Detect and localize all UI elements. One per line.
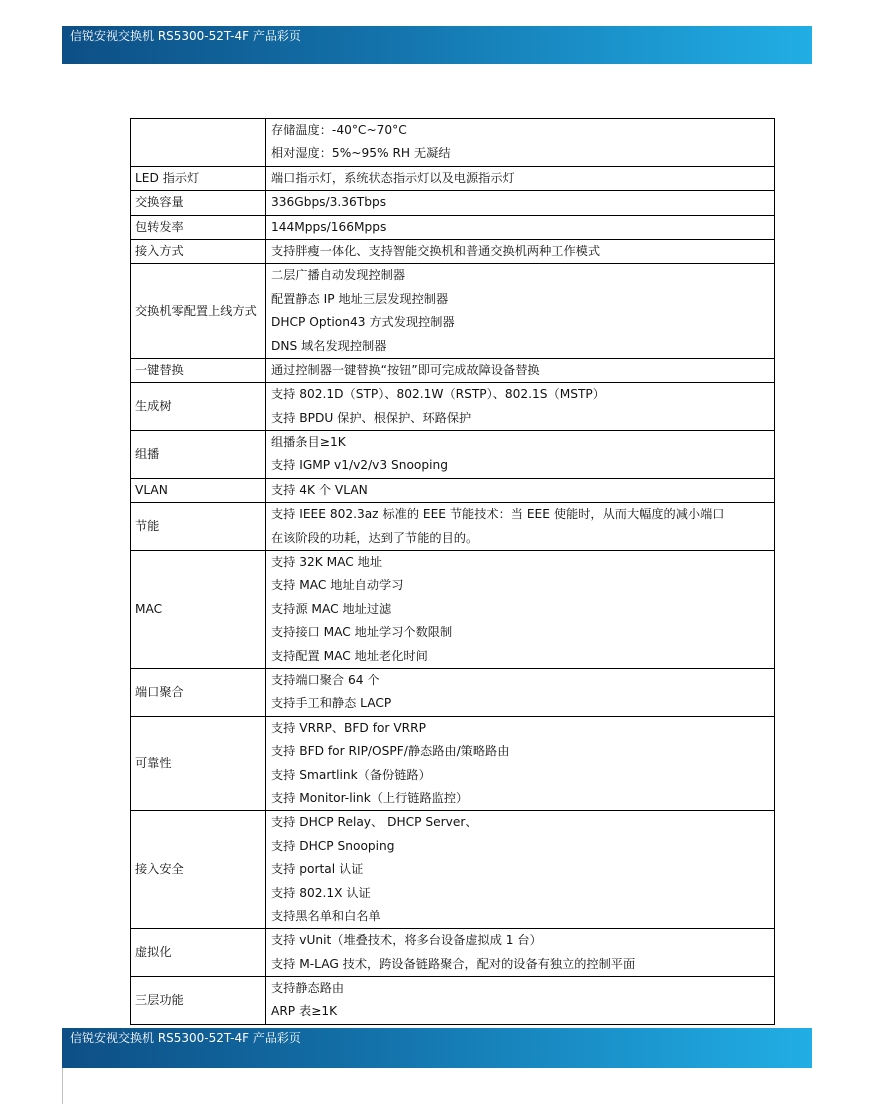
spec-row xyxy=(131,239,775,263)
spec-table xyxy=(130,118,775,1025)
spec-value-line: DHCP Option43 方式发现控制器 xyxy=(271,315,455,330)
spec-value-line: 支持手工和静态 LACP xyxy=(271,696,392,711)
page-edge-line xyxy=(62,1068,63,1104)
spec-value-line: DNS 域名发现控制器 xyxy=(271,338,387,353)
spec-value-line: 支持 Smartlink（备份链路） xyxy=(271,767,431,782)
spec-label: 交换机零配置上线方式 xyxy=(131,264,266,359)
spec-row xyxy=(131,668,775,716)
spec-label: 交换容量 xyxy=(131,191,266,215)
spec-row xyxy=(131,264,775,359)
spec-label: 一键替换 xyxy=(131,358,266,382)
spec-label: MAC xyxy=(131,551,266,669)
spec-value-line: 支持 BFD for RIP/OSPF/静态路由/策略路由 xyxy=(271,744,510,759)
spec-value xyxy=(266,431,775,479)
spec-value-line: 支持 DHCP Relay、 DHCP Server、 xyxy=(271,815,478,830)
spec-label xyxy=(131,119,266,167)
spec-value-line: 支持 MAC 地址自动学习 xyxy=(271,578,404,593)
spec-row xyxy=(131,215,775,239)
spec-label: 节能 xyxy=(131,503,266,551)
spec-value xyxy=(266,215,775,239)
spec-label: 三层功能 xyxy=(131,977,266,1025)
spec-value xyxy=(266,264,775,359)
spec-row xyxy=(131,358,775,382)
spec-value xyxy=(266,977,775,1025)
spec-row xyxy=(131,503,775,551)
spec-value-line: 支持 Monitor-link（上行链路监控） xyxy=(271,790,469,805)
spec-value xyxy=(266,358,775,382)
spec-label: 组播 xyxy=(131,431,266,479)
spec-value xyxy=(266,503,775,551)
spec-row xyxy=(131,811,775,929)
spec-value-line: 二层广播自动发现控制器 xyxy=(271,268,406,283)
spec-label: 端口聚合 xyxy=(131,668,266,716)
spec-value-line: 支持端口聚合 64 个 xyxy=(271,672,380,687)
footer-title: 信锐安视交换机 RS5300-52T-4F 产品彩页 xyxy=(70,1031,301,1045)
spec-value-line: 配置静态 IP 地址三层发现控制器 xyxy=(271,291,449,306)
spec-value xyxy=(266,929,775,977)
spec-value-line: ARP 表≥1K xyxy=(271,1004,338,1019)
spec-value-line: 通过控制器一键替换“按钮”即可完成故障设备替换 xyxy=(271,362,540,377)
spec-row xyxy=(131,166,775,190)
spec-label: 可靠性 xyxy=(131,716,266,811)
spec-value-line: 支持 802.1D（STP）、802.1W（RSTP）、802.1S（MSTP） xyxy=(271,387,605,402)
spec-value-line: 支持 portal 认证 xyxy=(271,862,364,877)
spec-label: 接入方式 xyxy=(131,239,266,263)
spec-value-line: 支持静态路由 xyxy=(271,981,345,996)
spec-value-line: 支持 4K 个 VLAN xyxy=(271,482,368,497)
spec-value-line: 支持 IEEE 802.3az 标准的 EEE 节能技术：当 EEE 使能时，从而大幅度的减小端口 xyxy=(271,507,725,522)
header-title: 信锐安视交换机 RS5300-52T-4F 产品彩页 xyxy=(70,29,301,43)
spec-label: LED 指示灯 xyxy=(131,166,266,190)
spec-value-line: 支持 vUnit（堆叠技术，将多台设备虚拟成 1 台） xyxy=(271,933,542,948)
spec-value xyxy=(266,478,775,502)
spec-value-line: 支持黑名单和白名单 xyxy=(271,908,381,923)
spec-value xyxy=(266,191,775,215)
spec-label: 接入安全 xyxy=(131,811,266,929)
spec-value-line: 端口指示灯，系统状态指示灯以及电源指示灯 xyxy=(271,170,515,185)
spec-row xyxy=(131,431,775,479)
spec-value-line: 支持接口 MAC 地址学习个数限制 xyxy=(271,625,453,640)
spec-value-line: 支持胖瘦一体化、支持智能交换机和普通交换机两种工作模式 xyxy=(271,243,601,258)
spec-row xyxy=(131,551,775,669)
spec-value-line: 支持 32K MAC 地址 xyxy=(271,555,383,570)
spec-value-line: 支持源 MAC 地址过滤 xyxy=(271,601,392,616)
spec-label: 虚拟化 xyxy=(131,929,266,977)
spec-value-line: 144Mpps/166Mpps xyxy=(271,219,387,234)
spec-row xyxy=(131,716,775,811)
spec-value-line: 支持 DHCP Snooping xyxy=(271,838,395,853)
spec-row xyxy=(131,119,775,167)
spec-value-line: 在该阶段的功耗，达到了节能的目的。 xyxy=(271,530,479,545)
spec-value-line: 支持 BPDU 保护、根保护、环路保护 xyxy=(271,410,472,425)
spec-value xyxy=(266,811,775,929)
spec-value-line: 支持 802.1X 认证 xyxy=(271,885,371,900)
spec-value-line: 支持配置 MAC 地址老化时间 xyxy=(271,648,428,663)
spec-row xyxy=(131,383,775,431)
spec-label: 生成树 xyxy=(131,383,266,431)
spec-value xyxy=(266,383,775,431)
spec-value-line: 支持 M-LAG 技术，跨设备链路聚合，配对的设备有独立的控制平面 xyxy=(271,956,636,971)
spec-value xyxy=(266,166,775,190)
spec-value xyxy=(266,716,775,811)
spec-value-line: 相对湿度：5%~95% RH 无凝结 xyxy=(271,146,451,161)
spec-value-line: 组播条目≥1K xyxy=(271,435,346,450)
spec-label: 包转发率 xyxy=(131,215,266,239)
spec-value xyxy=(266,119,775,167)
spec-value xyxy=(266,239,775,263)
spec-label: VLAN xyxy=(131,478,266,502)
spec-value-line: 存储温度：-40°C~70°C xyxy=(271,123,407,137)
spec-row xyxy=(131,929,775,977)
spec-value-line: 336Gbps/3.36Tbps xyxy=(271,195,387,210)
spec-value-line: 支持 VRRP、BFD for VRRP xyxy=(271,720,426,735)
spec-row xyxy=(131,977,775,1025)
spec-row xyxy=(131,478,775,502)
spec-row xyxy=(131,191,775,215)
header-banner xyxy=(62,26,812,64)
spec-value xyxy=(266,668,775,716)
footer-banner xyxy=(62,1028,812,1068)
spec-table-body xyxy=(131,119,775,1025)
spec-value-line: 支持 IGMP v1/v2/v3 Snooping xyxy=(271,458,448,473)
spec-value xyxy=(266,551,775,669)
